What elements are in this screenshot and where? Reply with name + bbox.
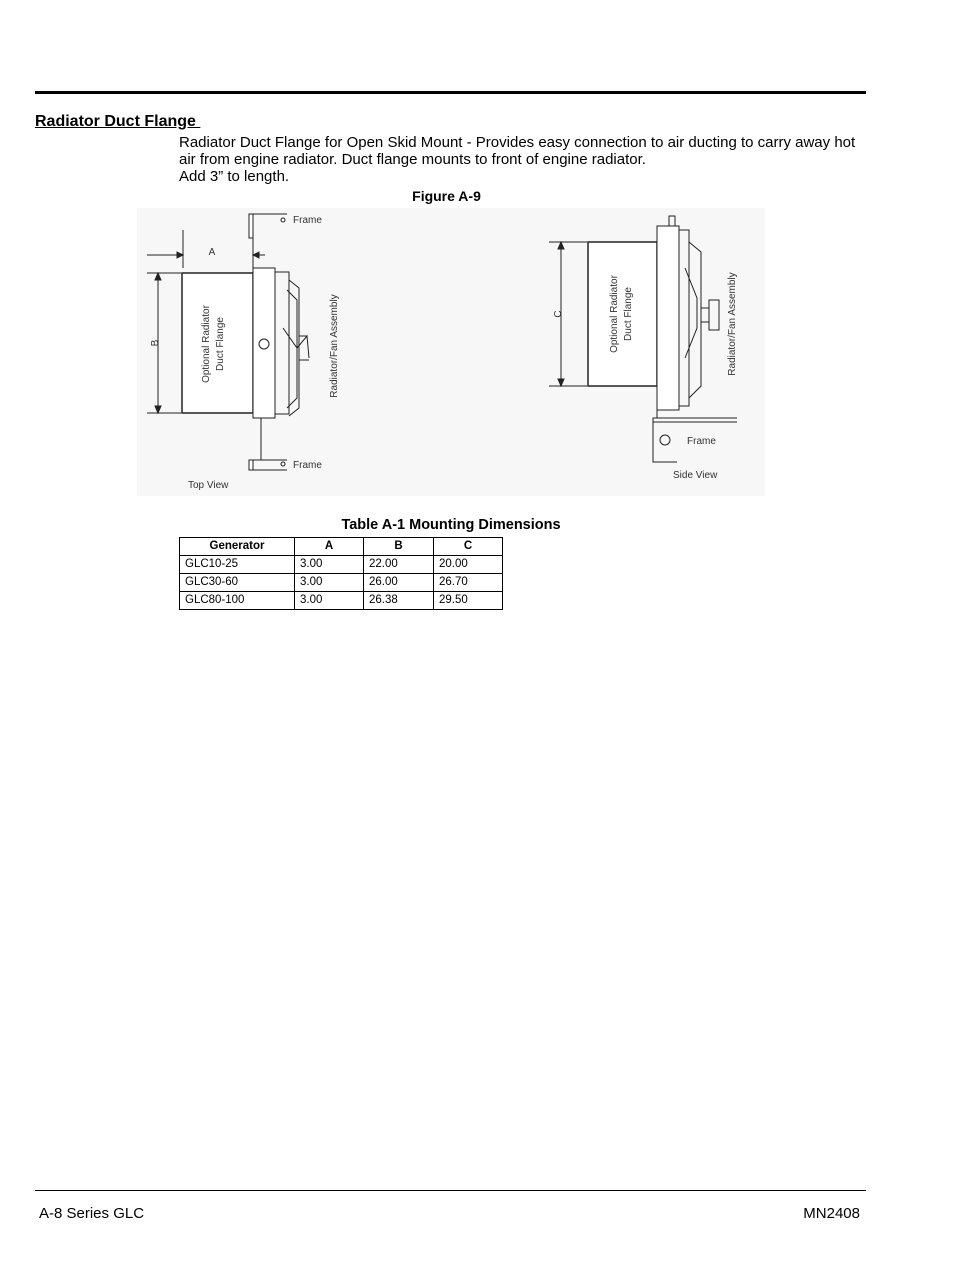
cell-generator: GLC10-25: [180, 556, 295, 574]
label-frame-side: Frame: [687, 436, 716, 447]
label-duct-line2: Duct Flange: [215, 317, 226, 371]
cell-b: 26.38: [364, 592, 434, 610]
table-caption: Table A-1 Mounting Dimensions: [341, 517, 561, 533]
cell-b: 26.00: [364, 574, 434, 592]
body-paragraph-length-note: Add 3” to length.: [179, 168, 290, 185]
footer-page-label: A-8 Series GLC: [39, 1205, 145, 1222]
cell-generator: GLC80-100: [180, 592, 295, 610]
label-frame-bottom: Frame: [293, 460, 322, 471]
label-side-duct-line1: Optional Radiator: [609, 275, 620, 353]
label-radiator-fan: Radiator/Fan Assembly: [329, 294, 340, 398]
cell-a: 3.00: [295, 556, 364, 574]
section-title: Radiator Duct Flange: [35, 113, 201, 130]
figure-caption: Figure A-9: [412, 188, 481, 204]
cell-b: 22.00: [364, 556, 434, 574]
label-b: B: [150, 339, 161, 347]
label-duct-line1: Optional Radiator: [201, 305, 212, 383]
label-side-duct-line2: Duct Flange: [623, 287, 634, 341]
body-paragraph: Radiator Duct Flange for Open Skid Mount - Provides easy connection to air ducting to carry away hot air from engine radiator. Duct flange mounts to front of engine radiator.: [179, 134, 856, 168]
header-b: B: [364, 538, 434, 556]
footer-rule: [35, 1190, 866, 1191]
table-row: [180, 592, 503, 610]
label-side-view: Side View: [673, 470, 718, 481]
label-frame-top: Frame: [293, 215, 322, 226]
label-a: A: [208, 247, 216, 258]
mounting-diagram: [137, 208, 765, 496]
cell-a: 3.00: [295, 592, 364, 610]
table-row: [180, 556, 503, 574]
footer-doc-number: MN2408: [803, 1205, 860, 1222]
figure-diagram: [137, 208, 765, 496]
header-a: A: [295, 538, 364, 556]
table-header-row: [180, 538, 503, 556]
header-c: C: [434, 538, 503, 556]
header-generator: Generator: [180, 538, 295, 556]
label-top-view: Top View: [188, 480, 229, 491]
cell-a: 3.00: [295, 574, 364, 592]
header-rule: [35, 91, 866, 94]
label-side-radiator-fan: Radiator/Fan Assembly: [727, 272, 738, 376]
mounting-dimensions-table: [179, 537, 503, 610]
cell-c: 20.00: [434, 556, 503, 574]
cell-generator: GLC30-60: [180, 574, 295, 592]
body-text: [179, 134, 859, 185]
table-row: [180, 574, 503, 592]
cell-c: 29.50: [434, 592, 503, 610]
label-c: C: [553, 310, 564, 318]
cell-c: 26.70: [434, 574, 503, 592]
